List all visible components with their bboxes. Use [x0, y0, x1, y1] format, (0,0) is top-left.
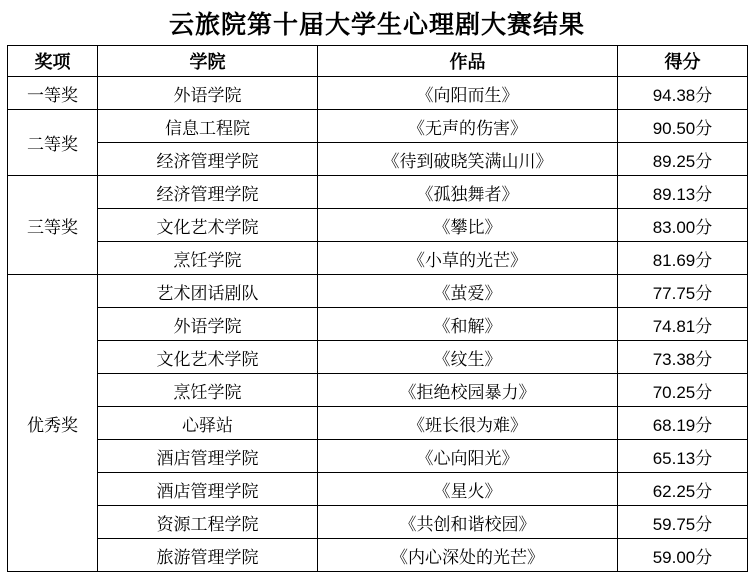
score-cell: 74.81分 — [618, 308, 748, 341]
score-cell: 62.25分 — [618, 473, 748, 506]
table-row — [8, 209, 748, 242]
college-cell: 经济管理学院 — [98, 143, 318, 176]
award-cell: 二等奖 — [8, 110, 98, 176]
work-cell: 《待到破晓笑满山川》 — [318, 143, 618, 176]
table-row — [8, 242, 748, 275]
work-cell: 《无声的伤害》 — [318, 110, 618, 143]
table-row — [8, 440, 748, 473]
college-cell: 文化艺术学院 — [98, 209, 318, 242]
column-header-work: 作品 — [318, 46, 618, 77]
table-row — [8, 275, 748, 308]
work-cell: 《孤独舞者》 — [318, 176, 618, 209]
work-cell: 《小草的光芒》 — [318, 242, 618, 275]
document-title-row — [0, 0, 754, 45]
college-cell: 心驿站 — [98, 407, 318, 440]
table-header — [8, 46, 748, 77]
score-cell: 81.69分 — [618, 242, 748, 275]
work-cell: 《攀比》 — [318, 209, 618, 242]
score-cell: 89.13分 — [618, 176, 748, 209]
table-row — [8, 143, 748, 176]
college-cell: 酒店管理学院 — [98, 473, 318, 506]
work-cell: 《茧爱》 — [318, 275, 618, 308]
table-row — [8, 341, 748, 374]
college-cell: 酒店管理学院 — [98, 440, 318, 473]
work-cell: 《纹生》 — [318, 341, 618, 374]
award-cell: 三等奖 — [8, 176, 98, 275]
college-cell: 烹饪学院 — [98, 374, 318, 407]
college-cell: 外语学院 — [98, 77, 318, 110]
score-cell: 90.50分 — [618, 110, 748, 143]
score-cell: 70.25分 — [618, 374, 748, 407]
table-row — [8, 110, 748, 143]
page-title: 云旅院第十届大学生心理剧大赛结果 — [168, 12, 585, 39]
work-cell: 《共创和谐校园》 — [318, 506, 618, 539]
college-cell: 经济管理学院 — [98, 176, 318, 209]
college-cell: 烹饪学院 — [98, 242, 318, 275]
college-cell: 文化艺术学院 — [98, 341, 318, 374]
work-cell: 《班长很为难》 — [318, 407, 618, 440]
table-row — [8, 308, 748, 341]
column-header-award: 奖项 — [8, 46, 98, 77]
work-cell: 《和解》 — [318, 308, 618, 341]
score-cell: 65.13分 — [618, 440, 748, 473]
table-row — [8, 407, 748, 440]
column-header-score: 得分 — [618, 46, 748, 77]
work-cell: 《内心深处的光芒》 — [318, 539, 618, 572]
score-cell: 94.38分 — [618, 77, 748, 110]
table-row — [8, 176, 748, 209]
college-cell: 资源工程学院 — [98, 506, 318, 539]
college-cell: 外语学院 — [98, 308, 318, 341]
table-row — [8, 473, 748, 506]
score-cell: 77.75分 — [618, 275, 748, 308]
college-cell: 艺术团话剧队 — [98, 275, 318, 308]
table-row — [8, 374, 748, 407]
award-cell: 优秀奖 — [8, 275, 98, 572]
award-cell: 一等奖 — [8, 77, 98, 110]
score-cell: 83.00分 — [618, 209, 748, 242]
score-cell: 59.75分 — [618, 506, 748, 539]
table-row — [8, 539, 748, 572]
results-table — [7, 45, 748, 572]
college-cell: 信息工程院 — [98, 110, 318, 143]
work-cell: 《向阳而生》 — [318, 77, 618, 110]
work-cell: 《星火》 — [318, 473, 618, 506]
college-cell: 旅游管理学院 — [98, 539, 318, 572]
score-cell: 89.25分 — [618, 143, 748, 176]
table-row — [8, 77, 748, 110]
score-cell: 73.38分 — [618, 341, 748, 374]
column-header-college: 学院 — [98, 46, 318, 77]
table-header-row — [8, 46, 748, 77]
table-body — [8, 77, 748, 572]
table-row — [8, 506, 748, 539]
score-cell: 59.00分 — [618, 539, 748, 572]
work-cell: 《拒绝校园暴力》 — [318, 374, 618, 407]
score-cell: 68.19分 — [618, 407, 748, 440]
work-cell: 《心向阳光》 — [318, 440, 618, 473]
